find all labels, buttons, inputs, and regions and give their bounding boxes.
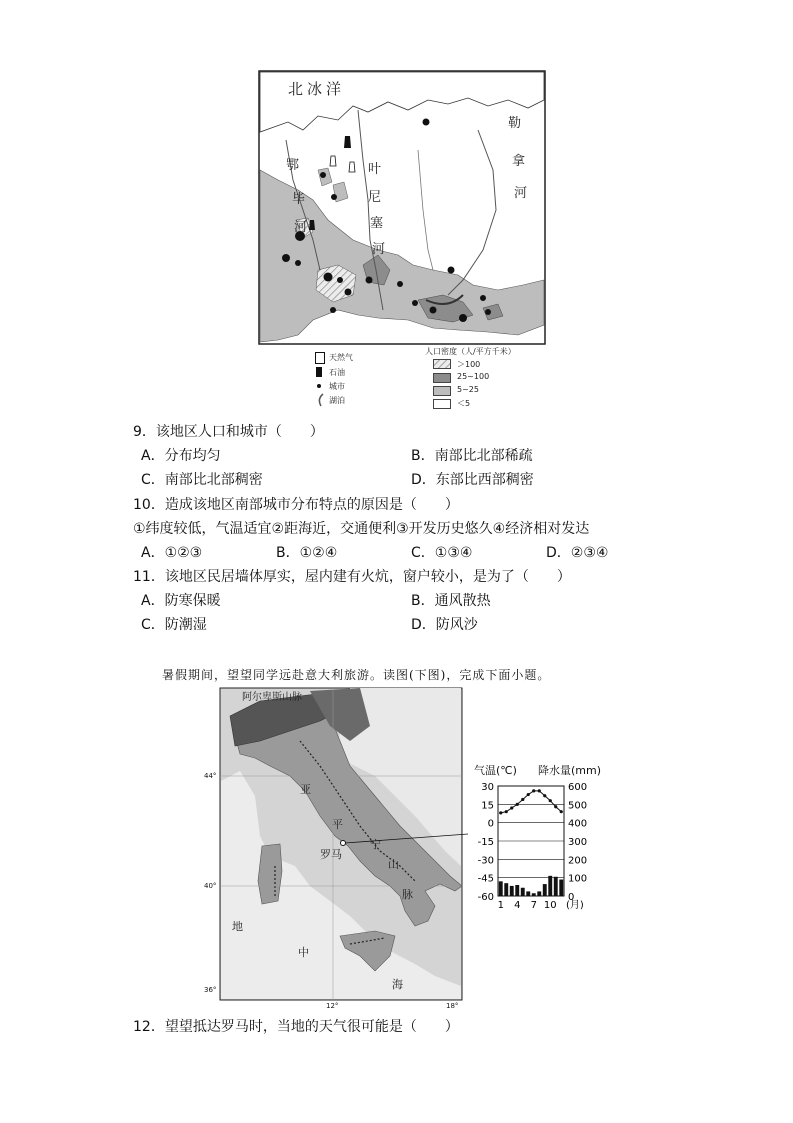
alps-label: 阿尔卑斯山脉 [242,692,302,703]
precip-bar [537,891,541,896]
question-11 [133,568,571,586]
temp-tick-label: 30 [481,782,494,793]
legend-lake: 湖泊 [329,396,345,405]
temp-tick-label: 15 [481,800,494,812]
city-dot [480,295,486,301]
month-tick-label: 1 [497,900,504,911]
precip-bar [543,884,547,896]
city-dot [331,194,337,200]
density-swatch-sparse [433,399,451,409]
temperature-point [549,799,552,802]
city-dot [412,300,418,306]
legend-gas: 天然气 [329,353,353,362]
question-9 [133,423,324,441]
legend-density-4: ＜5 [457,399,471,408]
q11-option-b[interactable]: B．通风散热 [411,593,491,609]
lat-tick-44: 44° [204,772,217,780]
question-number: 12． [133,1019,165,1035]
density-swatch-low [433,386,451,396]
yenisei-label-4: 河 [372,242,386,257]
temp-tick-label: 0 [487,818,494,830]
month-tick-label: 10 [543,900,557,911]
temp-tick-label: -15 [477,837,494,848]
temperature-point [505,810,508,813]
q11-option-a[interactable]: A．防寒保暖 [141,593,221,609]
q10-option-c[interactable]: C．①③④ [411,545,473,561]
siberia-map-graphic [258,70,546,345]
q9-option-d[interactable]: D．东部比西部稠密 [411,472,534,488]
rome-marker [341,841,346,846]
temperature-point [510,806,513,809]
lena-label-1: 勒 [508,116,522,131]
month-tick-label: 7 [530,900,537,911]
precip-bar [499,881,503,896]
temperature-point [554,805,557,808]
chart-ylabel-left: 气温(℃) [474,764,517,777]
precip-tick-label: 400 [568,818,588,830]
chart-ylabel-right: 降水量(mm) [538,764,602,777]
precip-bar [526,891,530,896]
legend-city: 城市 [329,382,345,391]
precip-bar [510,886,514,896]
lat-tick-40: 40° [204,882,217,890]
climate-chart-svg [466,778,616,918]
question-stem: 该地区人口和城市（ ） [155,424,324,440]
oil-icon [344,136,351,148]
question-stem: 该地区民居墙体厚实，屋内建有火炕，窗户较小，是为了（ ） [164,569,571,585]
precip-bar [554,877,558,896]
legend-oil: 石油 [329,368,345,377]
precip-tick-label: 100 [568,873,588,885]
yenisei-label-2: 尼 [368,190,382,205]
city-dot [423,119,430,126]
city-dot [345,289,352,296]
q9-option-a[interactable]: A．分布均匀 [141,448,221,464]
gas-icon [315,352,325,364]
temperature-point [532,789,535,792]
legend-density-3: 5~25 [457,385,479,394]
yenisei-label-1: 叶 [368,162,382,177]
precip-bar [521,888,525,896]
precip-bar [548,876,552,896]
lon-tick-18: 18° [446,1002,459,1010]
precip-bar [515,885,519,896]
question-number: 11． [133,569,165,585]
question-stem: 望望抵达罗马时，当地的天气很可能是（ ） [164,1019,459,1035]
legend-density-2: 25~100 [457,372,490,381]
city-dot [459,314,467,322]
temperature-point [521,798,524,801]
sea-label-2: 中 [298,946,309,959]
lena-label-2: 拿 [512,154,526,169]
precip-bar [532,893,536,896]
city-dot [397,281,403,287]
precip-tick-label: 200 [568,855,588,867]
temperature-point [499,811,502,814]
siberia-map [258,70,546,345]
question-stem: 造成该地区南部城市分布特点的原因是（ ） [164,497,459,513]
city-dot [448,267,455,274]
rome-label: 罗马 [320,848,342,861]
arctic-ocean-label: 北冰洋 [288,80,346,98]
city-dot [295,260,301,266]
question-12 [133,1018,459,1036]
q9-option-b[interactable]: B．南部比北部稀疏 [411,448,533,464]
siberia-legend [315,346,545,412]
city-dot [337,277,343,283]
legend-density-1: ＞100 [457,360,481,369]
oil-icon [316,367,322,377]
apennines-label-3: 宁 [370,838,381,851]
oil-icon [309,220,315,230]
ob-river-label-2: 毕 [292,192,306,207]
city-dot [430,307,437,314]
lake-icon [315,393,325,407]
question-number: 9． [133,424,156,440]
lat-tick-36: 36° [204,986,217,994]
density-swatch-medium [433,373,451,383]
precip-tick-label: 0 [568,892,575,903]
temp-tick-label: -60 [477,892,494,903]
city-dot [282,254,290,262]
precip-bar [504,883,508,896]
precip-tick-label: 600 [568,782,588,793]
city-dot [324,273,333,282]
apennines-label-2: 平 [332,818,343,831]
lon-tick-12: 12° [326,1002,339,1010]
climate-chart [466,760,616,920]
city-dot [330,307,336,313]
question-number: 10． [133,497,165,513]
q9-option-c[interactable]: C．南部比北部稠密 [141,472,263,488]
lena-label-3: 河 [514,186,528,201]
precip-tick-label: 500 [568,800,588,812]
ob-river-label-1: 鄂 [286,158,300,173]
chart-xlabel: (月) [566,900,584,911]
gas-icon [330,156,336,166]
temp-tick-label: -30 [477,855,494,867]
section-intro: 暑假期间，望望同学远赴意大利旅游。读图(下图)，完成下面小题。 [162,668,551,682]
sea-label-3: 海 [392,978,403,991]
q10-option-d[interactable]: D．②③④ [546,545,609,561]
temperature-point [527,793,530,796]
temperature-point [560,810,563,813]
density-swatch-high [433,359,451,369]
sea-label-1: 地 [232,920,243,933]
apennines-label-1: 亚 [300,783,311,796]
precip-bar [559,880,563,897]
precip-tick-label: 300 [568,837,588,848]
q11-option-c[interactable]: C．防潮湿 [141,617,207,633]
q10-option-b[interactable]: B．①②④ [276,545,338,561]
question-10 [133,496,459,514]
month-tick-label: 4 [514,900,521,911]
temperature-point [543,794,546,797]
yenisei-label-3: 塞 [370,216,384,231]
city-dot [485,309,491,315]
temperature-point [516,803,519,806]
city-dot [366,277,373,284]
ob-river-label-3: 河 [294,220,308,235]
city-dot [320,172,326,178]
italy-map [200,686,470,1016]
gas-icon [349,162,355,172]
apennines-label-4: 山 [388,858,399,871]
apennines-label-5: 脉 [402,888,413,901]
temp-tick-label: -45 [477,873,494,885]
legend-density-title: 人口密度（人/平方千米） [425,347,516,356]
temperature-point [538,789,541,792]
q10-option-a[interactable]: A．①②③ [141,545,203,561]
q11-option-d[interactable]: D．防风沙 [411,617,478,633]
q10-statement: ①纬度较低，气温适宜②距海近，交通便利③开发历史悠久④经济相对发达 [133,521,590,537]
city-icon [317,384,321,388]
